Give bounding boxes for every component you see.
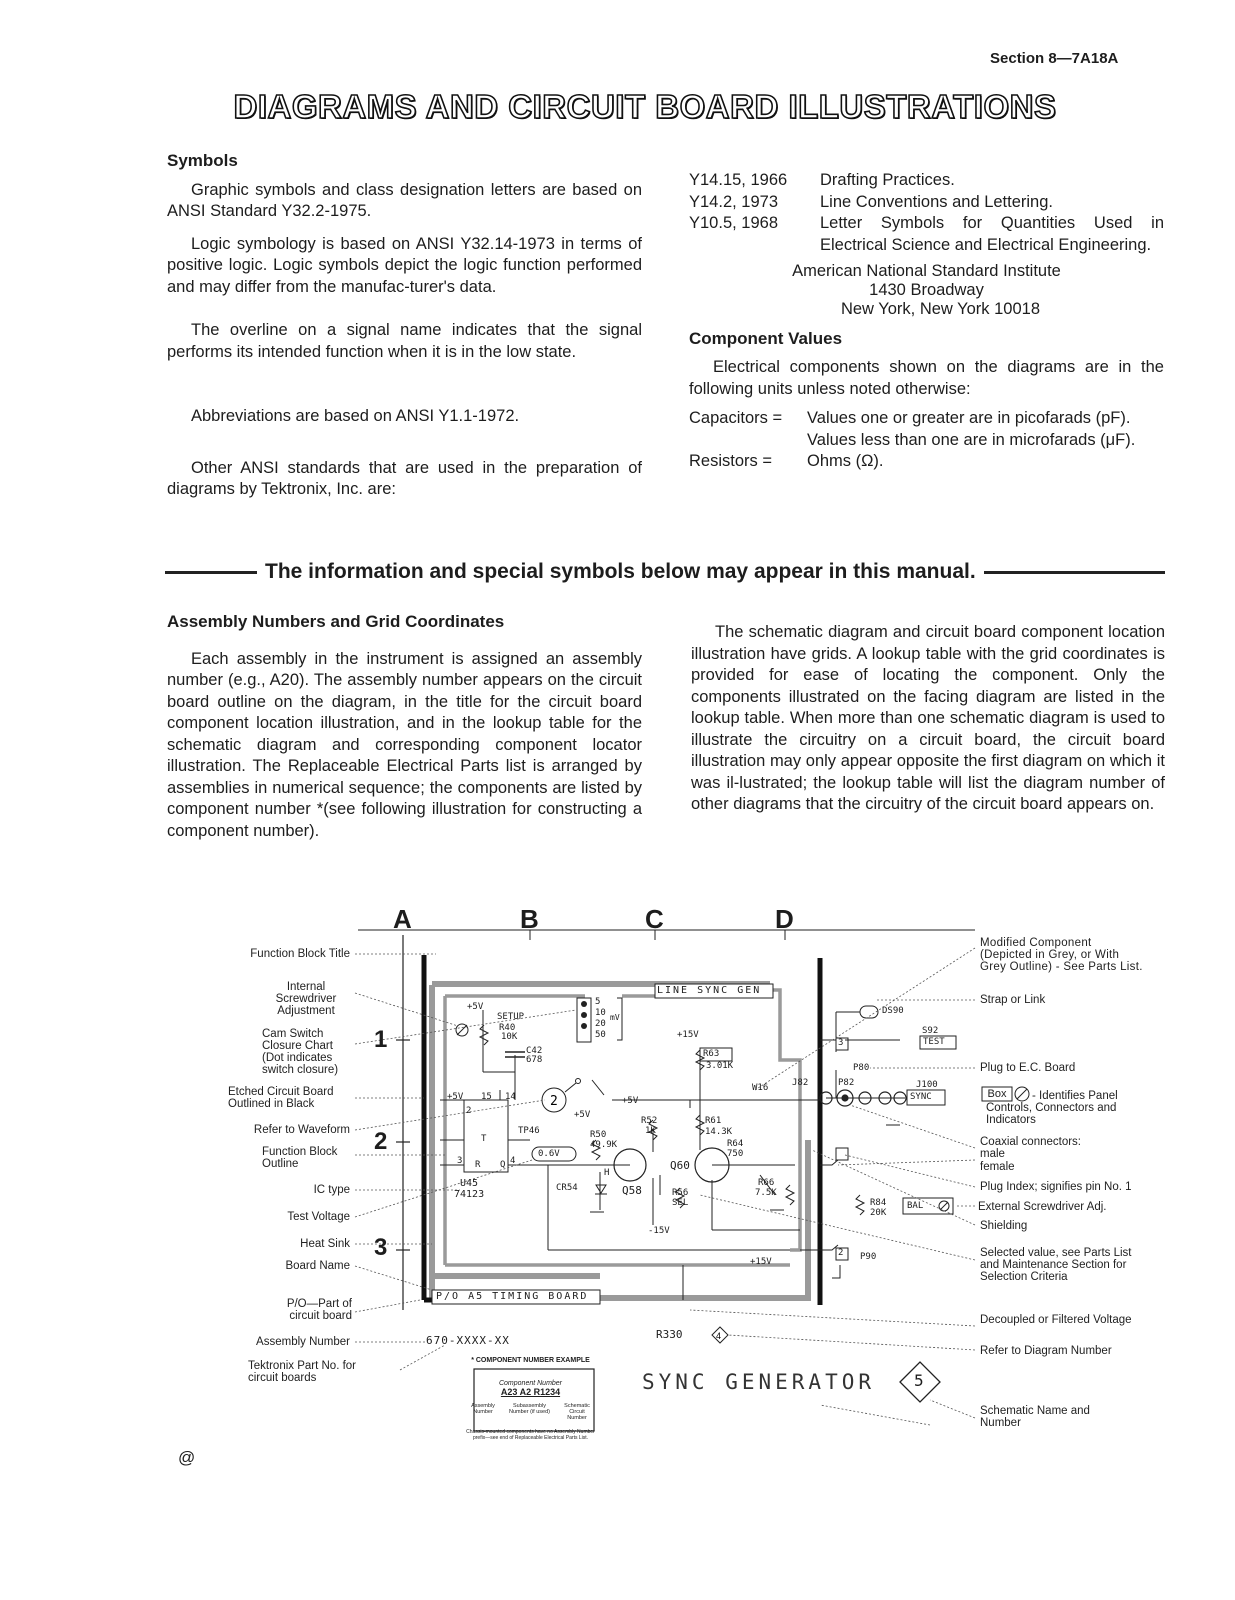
callout-modified-component: Modified Component (Depicted in Grey, or With Grey Outline) - See Parts List.	[980, 937, 1143, 973]
symbols-p4: Abbreviations are based on ANSI Y1.1-1972.	[191, 407, 520, 425]
table-row: Resistors = Ohms (Ω).	[689, 452, 884, 470]
board-name: P/O A5 TIMING BOARD	[436, 1291, 589, 1302]
label-pin-q: Q	[500, 1160, 506, 1170]
grid-top-line	[358, 930, 975, 940]
symbols-p2: Logic symbology is based on ANSI Y32.14-1973 in terms of positive logic. Logic symbols depict the logic function performed and may differ from the manufac-turer's data.	[167, 234, 642, 296]
label-plus15v-b: +15V	[750, 1257, 772, 1267]
label-r40-value: 10K	[501, 1032, 518, 1042]
label-c42: C42	[526, 1046, 543, 1056]
label-pin-14: 14	[505, 1092, 516, 1102]
callout-function-block-title: Function Block Title	[250, 948, 350, 960]
cne-circuit: Schematic Circuit Number	[564, 1403, 590, 1421]
label-r63: R63	[703, 1049, 720, 1059]
callout-screwdriver-adjustment: Internal Screwdriver Adjustment	[275, 981, 337, 1017]
table-row: Capacitors = Values one or greater are in picofarads (pF). Values less than one are in microfarads (μF).	[689, 409, 1136, 449]
label-mv: mV	[610, 1013, 620, 1022]
grid-number-2: 2	[374, 1128, 388, 1155]
callout-test-voltage: Test Voltage	[287, 1211, 350, 1223]
cne-assembly: Assembly Number	[471, 1403, 495, 1415]
waveform-ref-number: 2	[550, 1094, 558, 1109]
label-j82: J82	[792, 1078, 809, 1088]
label-w16: W16	[752, 1083, 769, 1093]
label-pin-t: T	[481, 1134, 487, 1144]
label-test: TEST	[923, 1037, 945, 1047]
label-r52-value: 1K	[645, 1126, 656, 1136]
label-plus5v-b: +5V	[447, 1092, 464, 1102]
component-values-intro: Electrical components shown on the diagrams are in the following units unless noted otherwise:	[689, 358, 1164, 398]
label-pin-h: H	[604, 1168, 610, 1178]
callout-part-of-board: P/O—Part of circuit board	[286, 1298, 352, 1322]
label-cr54: CR54	[556, 1183, 578, 1193]
label-plus5v-a: +5V	[467, 1002, 484, 1012]
callout-selected-value: Selected value, see Parts List and Maintenance Section for Selection Criteria	[980, 1247, 1132, 1283]
label-plus5v-d: +5V	[622, 1096, 639, 1106]
wiring	[440, 1010, 905, 1300]
callout-tektronix-part-no: Tektronix Part No. for circuit boards	[248, 1360, 357, 1384]
box-legend-label: Box	[987, 1088, 1007, 1100]
label-r56-value: SEL	[672, 1198, 689, 1208]
label-r52: R52	[641, 1116, 658, 1126]
callout-coax-female: female	[980, 1161, 1015, 1173]
grid-letter-a: A	[393, 904, 412, 934]
label-tp46: TP46	[518, 1126, 540, 1136]
label-q60: Q60	[670, 1159, 690, 1172]
label-sw-50: 50	[595, 1030, 606, 1040]
callout-assembly-number: Assembly Number	[256, 1336, 350, 1348]
callout-etched-board: Etched Circuit Board Outlined in Black	[228, 1086, 334, 1110]
label-sw-10: 10	[595, 1008, 606, 1018]
callout-strap-link: Strap or Link	[980, 994, 1046, 1006]
label-r40: R40	[499, 1023, 516, 1033]
label-minus15v: -15V	[648, 1226, 670, 1236]
callout-heat-sink: Heat Sink	[300, 1238, 350, 1250]
label-conn-2: 2	[838, 1248, 844, 1258]
label-r64: R64	[727, 1139, 744, 1149]
label-conn-3: 3	[838, 1038, 844, 1048]
callout-refer-waveform: Refer to Waveform	[253, 1124, 350, 1136]
label-ds90: DS90	[882, 1006, 904, 1016]
callout-function-block-outline: Function Block Outline	[262, 1146, 338, 1170]
assembly-right-text: The schematic diagram and circuit board component location illustration have grids. A lookup table with the grid coordinates is provided for ease of locating the component. Only the components illustrated on the facing diagram are listed in the lookup table. When more than one schematic diagram is used to illustrate the circuitry on a circuit board, the circuit board illustration may only appear opposite the first diagram on which it was il-lustrated; the lookup table will list the diagram number of other diagrams that the circuitry of the circuit board appears on.	[691, 623, 1165, 813]
label-r84-value: 20K	[870, 1208, 887, 1218]
label-p80: P80	[853, 1063, 870, 1073]
cr54-diode-icon	[596, 1185, 606, 1193]
label-r66-value: 7.5K	[755, 1188, 777, 1198]
label-r84: R84	[870, 1198, 887, 1208]
table-row: Y14.15, 1966 Drafting Practices.	[689, 171, 955, 189]
callout-coax-male: male	[980, 1148, 1005, 1160]
label-pin-15: 15	[481, 1092, 492, 1102]
page-mark: @	[178, 1448, 196, 1467]
ref-resistor: R330	[656, 1328, 683, 1341]
grid-letter-c: C	[645, 904, 664, 934]
cne-subtitle: Component Number	[498, 1380, 563, 1387]
label-p90: P90	[860, 1252, 877, 1262]
part-number: 670-XXXX-XX	[426, 1334, 510, 1347]
callout-plug-board: Plug to E.C. Board	[980, 1062, 1076, 1074]
label-j100: J100	[916, 1080, 938, 1090]
label-r61: R61	[705, 1116, 722, 1126]
callout-ic-type: IC type	[313, 1184, 350, 1196]
page-title: DIAGRAMS AND CIRCUIT BOARD ILLUSTRATIONS	[233, 88, 1057, 125]
shielding-outline	[432, 984, 808, 1298]
label-bal: BAL	[907, 1201, 924, 1211]
right-leader-lines	[690, 948, 975, 1425]
grid-letter-b: B	[520, 904, 539, 934]
label-sync: SYNC	[910, 1092, 932, 1102]
label-pin-3: 3	[457, 1156, 463, 1166]
symbols-p1: Graphic symbols and class designation letters are based on ANSI Standard Y32.2-1975.	[167, 180, 642, 220]
ansi-address: American National Standard Institute 1430 Broadway New York, New York 10018	[792, 262, 1061, 318]
cne-number: A23 A2 R1234	[500, 1387, 561, 1397]
label-q58: Q58	[622, 1184, 642, 1197]
label-r63-value: 3.01K	[706, 1061, 734, 1071]
label-r64-value: 750	[727, 1149, 744, 1159]
component-values-heading: Component Values	[689, 329, 843, 348]
section-label: Section 8—7A18A	[990, 50, 1119, 67]
label-sw-20: 20	[595, 1019, 606, 1029]
cne-footnote: Chassis-mounted components have no Assembly Number prefix—see end of Replaceable Electrical Parts List.	[466, 1429, 595, 1441]
callout-board-name: Board Name	[285, 1260, 350, 1272]
grid-number-1: 1	[374, 1026, 388, 1053]
label-pin-4: 4	[510, 1156, 516, 1166]
banner-text: The information and special symbols below may appear in this manual.	[265, 560, 976, 583]
cne-subassembly: Subassembly Number (if used)	[509, 1403, 550, 1415]
grid-number-3: 3	[374, 1234, 388, 1261]
callout-plug-index: Plug Index; signifies pin No. 1	[980, 1181, 1132, 1193]
cne-legend	[463, 1403, 598, 1421]
ground-icons	[590, 1125, 900, 1212]
symbols-p5: Other ANSI standards that are used in the preparation of diagrams by Tektronix, Inc. are:	[167, 458, 642, 498]
label-pin-2: 2	[466, 1106, 472, 1116]
function-block-title: LINE SYNC GEN	[657, 985, 762, 996]
label-p82: P82	[838, 1078, 855, 1088]
callout-external-screwdriver: External Screwdriver Adj.	[978, 1201, 1107, 1213]
ds90-lamp-icon	[860, 1006, 878, 1018]
callout-panel-controls: - Identifies Panel Controls, Connectors and Indicators	[986, 1090, 1118, 1126]
label-setup: SETUP	[497, 1012, 525, 1022]
grid-letter-d: D	[775, 904, 794, 934]
left-leader-lines	[355, 954, 576, 1370]
callout-cam-switch: Cam Switch Closure Chart (Dot indicates switch closure)	[262, 1028, 339, 1076]
assembly-heading: Assembly Numbers and Grid Coordinates	[167, 612, 505, 631]
callout-coax-connectors: Coaxial connectors:	[980, 1136, 1081, 1148]
label-s92: S92	[922, 1026, 939, 1036]
table-row: Y14.2, 1973 Line Conventions and Lettering.	[689, 192, 1053, 211]
table-row: Y10.5, 1968 Letter Symbols for Quantities Used in Electrical Science and Electrical Engineering.	[689, 214, 1164, 254]
label-pin-r: R	[475, 1160, 481, 1170]
label-plus15v-a: +15V	[677, 1030, 699, 1040]
callout-schematic-name-number: Schematic Name and Number	[980, 1405, 1090, 1429]
callout-refer-diagram-number: Refer to Diagram Number	[980, 1345, 1112, 1357]
schematic-number: 5	[914, 1371, 924, 1390]
label-r50-value: 49.9K	[590, 1140, 618, 1150]
label-r56: R56	[672, 1188, 689, 1198]
label-sw-5: 5	[595, 997, 601, 1007]
cne-title: * COMPONENT NUMBER EXAMPLE	[471, 1357, 590, 1364]
label-u45-type: 74123	[454, 1189, 485, 1200]
label-plus5v-c: +5V	[574, 1110, 591, 1120]
label-r61-value: 14.3K	[705, 1127, 733, 1137]
ref-diagram-number: 4	[716, 1331, 722, 1341]
component-number-example	[463, 1357, 598, 1441]
symbols-p3: The overline on a signal name indicates that the signal performs its intended function when it is in the low state.	[167, 321, 642, 361]
label-r66: R66	[758, 1178, 775, 1188]
schematic-name: SYNC GENERATOR	[642, 1370, 876, 1394]
label-test-voltage: 0.6V	[538, 1149, 560, 1159]
label-c42-value: 678	[526, 1055, 543, 1065]
label-u45: U45	[460, 1178, 479, 1189]
callout-decoupled-voltage: Decoupled or Filtered Voltage	[980, 1314, 1132, 1326]
assembly-left-text: Each assembly in the instrument is assigned an assembly number (e.g., A20). The assembly number appears on the circuit board outline on the diagram, in the title for the circuit board component location illustration, and in the lookup table for the schematic diagram and corresponding component locator illustration. The Replaceable Electrical Parts list is arranged by assemblies in numerical sequence; the components are listed by component number *(see following illustration for constructing a component number).	[167, 649, 642, 840]
symbols-heading: Symbols	[167, 151, 238, 170]
callout-shielding: Shielding	[980, 1220, 1028, 1232]
label-r50: R50	[590, 1130, 607, 1140]
